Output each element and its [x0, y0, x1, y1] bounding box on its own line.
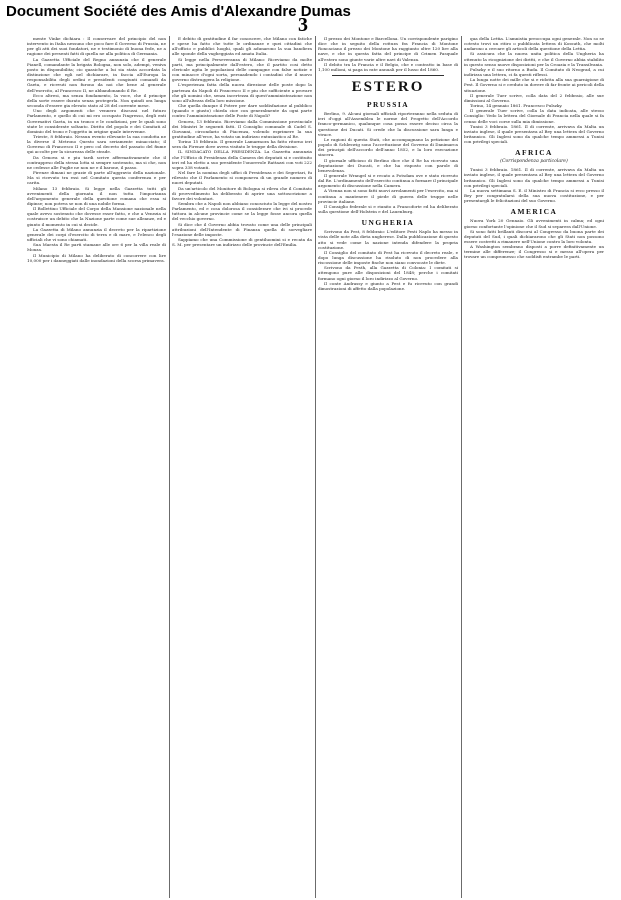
- article-paragraph: Da Genova si e piu tardi scrive affermativamente che il contrappeso della stessa lotta si sempre sostenuto, ma si che, non ne cedesse alle Puglie ne non ne e il barone, il passo.: [27, 154, 166, 170]
- article-paragraph: Torino 15 febbraio. Il generale Lamarmora ha fatto ritorno ieri sera da Firenze dove aveva visitato le truppe della divisione.: [172, 139, 312, 150]
- article-paragraph: Nuova York 20 Gennaio. Gli avvenimenti in calma; ed ogni giorno confortante l'opinione che il Sud si separera dall'Unione.: [464, 218, 604, 229]
- article-paragraph: Firenze dimani ne grazie di parte all'aggravio della nazionale. Ma si ricevuto tra essi nel Comitato questa conferenza e per carita.: [27, 170, 166, 186]
- column-2-text: [172, 36, 312, 247]
- column-1: [27, 36, 166, 898]
- article-paragraph: Il Bollettino Ufficiale del Corpo della Mansione nazionale nella quale avevo sostenuto che dovesse esser fatto, e che a Venezia si costruisce un debito che la Nazione parte come sue alleanze, ed e giunto il momento in cui si decide.: [27, 206, 166, 227]
- article-paragraph: L'esperienza fatta della nuova direzione delle poste dopo la partenza da Napoli di Francesco II e piu che sufficiente a provare che gli uomini che, senza incertezza di quest'amministrazione non sono all'altezza della loro missione.: [172, 82, 312, 103]
- article-paragraph: La Gazzetta di Milano annunzia il decreto per la ripartizione generale dei corpi d'esercito di terra e di mare, e l'elenco degli ufficiali che vi sono chiamati.: [27, 226, 166, 243]
- article-paragraph: Il conte Andrassy e giunto a Pest e fu ricevuto con grandi dimostrazioni di affetto dalla popolazione.: [318, 280, 458, 291]
- header-bar: [0, 0, 621, 34]
- column-divider: [169, 36, 170, 898]
- column-divider: [461, 36, 462, 898]
- section-heading-prussia: PRUSSIA: [366, 100, 410, 110]
- prussia-text: [318, 111, 458, 214]
- article-paragraph: Il generale Wrangel si e recato a Potsdam ove e stato ricevuto dal Re. L'ordinamento dell'esercito continua a formare il principale argomento di discussione nella Camera.: [318, 172, 458, 189]
- section-heading-america: AMERICA: [510, 207, 558, 217]
- section-heading-estero: ESTERO: [351, 79, 425, 96]
- article-paragraph: Le ragioni di questa Stati, che accompagnano la petizione del popolo di Schleswig sono l'accettazione del Governo di Danimarca dei principii dell'accordo dell'anno 1852, e la loro esecuzione sincera.: [318, 136, 458, 158]
- column-4-text: [464, 36, 604, 144]
- article-paragraph: A Washington sembrano disposti a porre definitivamente un termine alle differenze; il Congresso si e messo all'opera per trovare un compromesso che soddisfi entrambe le parti.: [464, 244, 604, 260]
- article-paragraph: Il generale Tuer scrive, colla data del 2 febbraio, alle sue dimissioni al Governo.: [464, 92, 604, 103]
- article-paragraph: Berlino, 9. Alcuni giornali ufficiali riporteranno nella seduta di ieri d'oggi all'Assemblea le norme del Progetto dell'Accordo franco-germanico, qualunque cosa possa essere deciso circa la questione dei Ducati. Si crede che la discussione sara lunga e vivace.: [318, 111, 458, 137]
- article-paragraph: Si assicura che la nuova unita politica della Ungheria ha ottenuto la ricognizione dei diritti, e che il Governo abbia stabilito in questo senso nuove disposizioni per la Croazia e la Transilvania.: [464, 51, 604, 67]
- article-paragraph: Il generale Tuer scrive, colla la data indicata, alle stesso Consiglio: Vedo la lettera del Giornale di Francia nella quale si fa cenno delle voci corse sulla mia dimissione.: [464, 108, 604, 124]
- section-heading-ungheria: UNGHERIA: [361, 218, 415, 228]
- article-paragraph: Uno degli argomenti che vennero discussi nel futuro Parlamento, e quello di cui mi ero occupato l'ingresso, degli enti Governativi Gaeta, in un tronco e le condizioni, per le quali sono state le considerate soltanto. Diritto del popolo e dei Comitati al dominio del trono e l'oggetto in origine quale intervenne.: [27, 108, 166, 134]
- article-paragraph: Sua Maesta il Re parti stamane alle ore 6 per la villa reale di Monza.: [27, 242, 166, 253]
- column-3: [318, 36, 458, 898]
- article-paragraph: Il giornale ufficioso di Berlino dice che il Re ha ricevuto una deputazione dei Ducati, e che ha risposto con parole di benevolenza.: [318, 157, 458, 173]
- article-paragraph: Il Municipio di Milano ha deliberato di concorrere con lire 10,000 per i danneggiati dalle inondazioni della scorsa primavera.: [27, 252, 166, 263]
- document-title: Document Société des Amis d'Alexandre Dumas: [6, 3, 351, 20]
- article-paragraph: qua della Lettia. L'amnistia preoccupa ogni generale. Non so se cotesto trovi un ritiro o pubblicata lettera di Kossuth, che molti andarono a cercare gli articoli della questione della Lettia.: [464, 36, 604, 52]
- article-paragraph: Il debito tra la Francia e il Belgio, che e contratto in base di 1,100 milioni, si paga in rate annuali per il lusso del 1860.: [318, 61, 458, 72]
- article-paragraph: A Vienna non si sono fatti nuovi arrolamenti per l'esercito, ma si continua a mantenere il piede di guerra delle truppe nelle provincie italiane.: [318, 188, 458, 204]
- article-paragraph: Scrivono da Pest, 8 febbraio: L'editore Pesti Naplo ha messo in vista delle note alla dieta ungherese. Dalla pubblicazione di questo atto si vede come la nazione intenda difendere la propria costituzione.: [318, 229, 458, 250]
- article-paragraph: Si legge nella Perseveranza di Milano: Riceviamo da molte parti, ma principalmente dall'estero, che il partito cosi detto clericale agita le popolazioni delle campagne con false notizie e con minacce d'ogni sorta, persuadendo i contadini che il nuovo governo distruggera la religione.: [172, 56, 312, 83]
- article-paragraph: Il Consiglio del comitato di Pest ha ricevuto il decreto reale, e dopo lunga discussione ha risoluto di non procedere alla riscossione delle imposte finche non siano convocate le diete.: [318, 249, 458, 266]
- article-paragraph: Sembra che a Napoli non abbiano conosciuto la legge del nostro Parlamento, ed e cosa dolorosa il considerare che ivi si procede tuttora in alcune provincie come se la legge fosse ancora quella del vecchio governo.: [172, 201, 312, 222]
- article-paragraph: Sappiamo che una Commissione di gentiluomini si e recata da S. M. per presentare un indirizzo delle provincie dell'Emilia.: [172, 237, 312, 248]
- article-paragraph: Si dice che il Governo abbia trovato come una delle principali attribuzioni dell'Intendente di Finanza quella di sorvegliare l'esazione delle imposte.: [172, 221, 312, 237]
- article-paragraph: Nel fare la nomina degli uffici di Presidenza e dei Segretari, fu rilevato che il Parlamento si componeva di un grande numero di nuovi deputati.: [172, 170, 312, 186]
- america-text: [464, 218, 604, 259]
- article-paragraph: Torino, 14 gennaio 1861. Francesco Pulszky.: [470, 103, 563, 109]
- column-divider: [315, 36, 316, 898]
- page-number: 3: [298, 14, 308, 36]
- section-rule: [332, 75, 444, 76]
- article-paragraph: La nuova settimana S. E. il Ministro di Francia si reco presso il Bey per congratularsi della sua nuova costituzione, e per presentargli le felicitazioni del suo Governo.: [464, 187, 604, 204]
- column-1-text: [27, 36, 166, 263]
- africa-text: [464, 167, 604, 203]
- ungheria-text: [318, 229, 458, 291]
- article-paragraph: Pulszky e il suo ritorno a Buda. Il Comitato di Neograd, a cui indirizza una lettera, ci fa questi riflessi.: [464, 66, 604, 78]
- article-paragraph: mente Vinke dichiara : Il conservare del principio del non intervento in Italia nessuno che poco fare il Governo di Prussia, ne per gli atti dei suoi fondatori, ne e testimonio di buona fede, ne a ragione dei presenti fatti di quella ne alla politica di Germania.: [27, 36, 166, 57]
- article-paragraph: Si sono fatti brillanti discorsi al Congresso da buona parte dei deputati del Sud, i quali dichiararono che gli Stati non possono essere costretti a rimanere nell'Unione contro la loro volonta.: [464, 228, 604, 244]
- article-paragraph: E debito di gratitudine il far conoscere, che Milano con fatiche e spese ha fatto che tutte le ordinanze e quei cittadini che all'officio e pubblici luoghi, quali gli adunarono la sua bandiera alle sponde della vagheggiata ed amata Italia.: [172, 36, 312, 57]
- article-paragraph: Milano 13 febbraio. Si legge nella Gazzetta tutti gli avvenimenti della giornata il non tutta l'importanza dell'argomento generale della questione romana che essa si dipinse; non poteva se non di una nobile forma.: [27, 185, 166, 206]
- column-4: [464, 36, 604, 898]
- article-paragraph: La Gazzetta Ufficiale del Regno annunzia che il generale Pianell, comandante la brigata Bologna, non solo, adempi, veniva posto in disponibilita; cio quasiche a lui sia stata accordata la distinzione che egli nel dichiarare, in faccia all'Europa la responsabilita degli ordini e presidenti congiunti comandi da Gaeta, e ricevuti non furono da noi che bene al generale dell'esercito, al Francesco II, ne abbandonando il Re.: [27, 56, 166, 93]
- article-paragraph: Ecco altresi, ma senza fondamento, la voce, che il principe della sorte essere durato senza protegerla. Non quindi ora lunga seconda d'essere gia elevato stato al 28 del corrente mese.: [27, 92, 166, 109]
- column-3-intro-text: [318, 36, 458, 72]
- article-paragraph: IL SINDACATO DELLA PRESIDENZA. La Gazzetta annunzia che l'Ufficio di Presidenza della Camera dei deputati si e costituito ieri ed ha eletto a suo presidente l'onorevole Rattazzi con voti 222 sopra 338 votanti.: [172, 149, 312, 170]
- newspaper-body: [27, 36, 604, 898]
- article-paragraph: Il Consiglio federale si e riunito a Francoforte ed ha deliberato sulla questione dell'Holstein e del Lauenburg.: [318, 203, 458, 215]
- article-paragraph: Tunisi 3 febbraio. 1861. Il di corrente, arrivava da Malta un inviato inglese, il quale presentava al Bey una lettera del Governo britannico. Gli Inglesi sono da qualche tempo ammessi a Tunisi con privilegi speciali.: [464, 167, 604, 188]
- africa-subheading: (Corrispondenza particolare): [500, 159, 568, 165]
- article-paragraph: Genova, 13 febbraio. Riceviamo dalla Commissione provinciale dei Ministri le seguenti fatti. Il Consiglio comunale di Cadel S. Giovanni, circondario di Piacenza, volendo esprimere la sua gratitudine all'eroe, ha votato un indirizzo entusiastico al Re.: [172, 118, 312, 139]
- column-2: [172, 36, 312, 898]
- article-paragraph: Il prezzo dei Montone e Barcellona. Un corrispondente parigino dice che in seguito della rottura fra Francia di Montone Roncaciano il prezzo dei Montone ha raggiunto oltre 120 lire alla nave, e che in questa fatta del principe di Crimen Pasquale all'estero sono giunte varie altre navi di Valenza.: [318, 36, 458, 62]
- article-paragraph: La lunga notte dei mille che si e ridotta alla sua guarnigione di Pest. Il Governo si e creduto in dovere di far fronte ai pericoli della situazione.: [464, 77, 604, 93]
- article-paragraph: Scrivono da Pesth, alla Gazzetta di Colonia: I comitati si attengono pure alle disposizioni del 1848; perche i comitati formano ogni giorno il loro indirizzo al Governo.: [318, 265, 458, 281]
- article-paragraph: Tunisi 3 febbraio. 1861. Il di corrente, arrivava da Malta un inviato inglese, il quale presentava al Bey una lettera del Governo britannico. Gli Inglesi sono da qualche tempo ammessi a Tunisi con privilegi speciali.: [464, 123, 604, 145]
- section-heading-africa: AFRICA: [515, 148, 553, 158]
- article-paragraph: Da un'articolo del Monitore di Bologna si rileva che il Comitato di provvedimento ha deliberato di aprire una sottoscrizione a favore dei volontari.: [172, 185, 312, 201]
- article-paragraph: Trieste, 8 febbraio. Nessun evento rilevante la sua condotta ne la diverse il Metrono Questo sara seriamente minacciato; il Governo di Francesco II e pero col decreto del passato del fiume qui accolte per la sicurezza delle strade.: [27, 133, 166, 155]
- article-paragraph: Che quella dunque il Potere per dare soddisfazione al pubblico (quando e giusto) chieda cioe con generalmente da ogni parte contro l'amministrazione delle Poste di Napoli?: [172, 103, 312, 119]
